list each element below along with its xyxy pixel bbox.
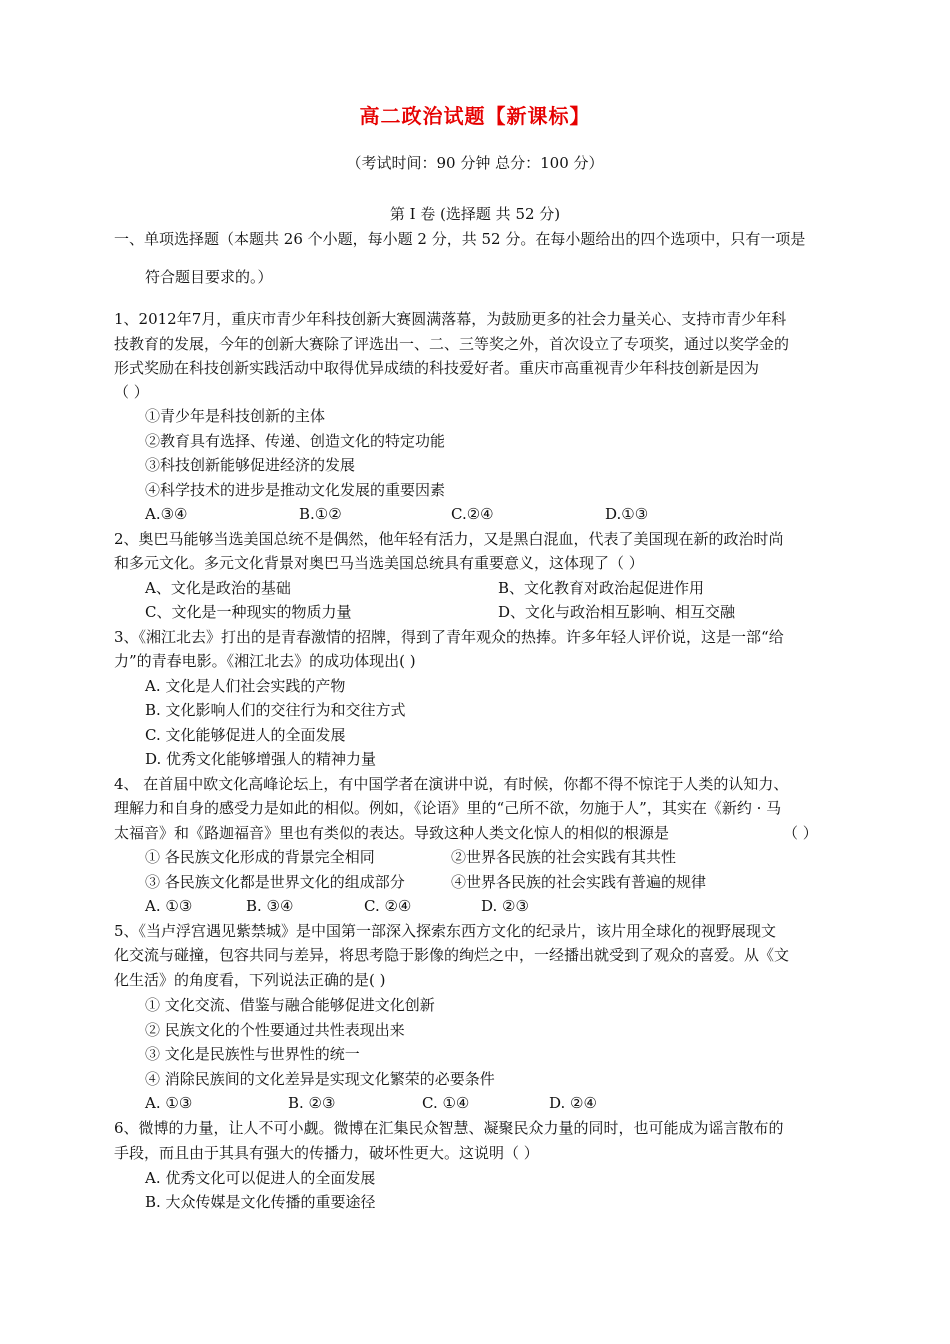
q2-option-c: C、文化是一种现实的物质力量 xyxy=(145,603,352,621)
q2-stem-line: 2、奥巴马能够当选美国总统不是偶然，他年轻有活力，又是黑白混血，代表了美国现在新的政治时尚 xyxy=(114,530,784,548)
q1-option-d: D.①③ xyxy=(605,505,649,523)
q6-option-a: A. 优秀文化可以促进人的全面发展 xyxy=(145,1169,376,1187)
q4-items-row xyxy=(0,847,950,867)
q4-option-c: C. ②④ xyxy=(364,897,412,915)
q2-option-b: B、文化教育对政治起促进作用 xyxy=(498,579,705,597)
q5-item: ② 民族文化的个性要通过共性表现出来 xyxy=(145,1021,405,1039)
q5-item: ③ 文化是民族性与世界性的统一 xyxy=(145,1045,360,1063)
q5-item: ① 文化交流、借鉴与融合能够促进文化创新 xyxy=(145,996,435,1014)
q1-option-c: C.②④ xyxy=(451,505,494,523)
q1-option-a: A.③④ xyxy=(145,505,188,523)
q2-options-row xyxy=(0,578,950,598)
q3-stem-line: 3、《湘江北去》打出的是青春激情的招牌，得到了青年观众的热捧。许多年轻人评价说，这是一部“给 xyxy=(114,628,784,646)
q4-option-b: B. ③④ xyxy=(246,897,294,915)
q3-option-d: D. 优秀文化能够增强人的精神力量 xyxy=(145,750,377,768)
q5-option-b: B. ②③ xyxy=(288,1094,336,1112)
q2-option-d: D、文化与政治相互影响、相互交融 xyxy=(498,603,736,621)
q4-item: ④世界各民族的社会实践有普遍的规律 xyxy=(451,873,707,891)
q1-stem-line: 形式奖励在科技创新实践活动中取得优异成绩的科技爱好者。重庆市高重视青少年科技创新是因为 xyxy=(114,359,760,377)
q5-stem-line: 化生活》的角度看，下列说法正确的是( ) xyxy=(114,971,386,989)
q4-item: ① 各民族文化形成的背景完全相同 xyxy=(145,848,375,866)
q1-answer-paren: （ ） xyxy=(114,383,149,401)
q3-option-c: C. 文化能够促进人的全面发展 xyxy=(145,726,346,744)
q5-option-c: C. ①④ xyxy=(422,1094,470,1112)
q4-item: ③ 各民族文化都是世界文化的组成部分 xyxy=(145,873,405,891)
exam-time-info: （考试时间：90 分钟 总分：100 分） xyxy=(346,154,604,172)
q4-option-d: D. ②③ xyxy=(481,897,529,915)
exam-title: 高二政治试题【新课标】 xyxy=(359,104,591,128)
q1-option-b: B.①② xyxy=(299,505,342,523)
q1-item: ②教育具有选择、传递、创造文化的特定功能 xyxy=(145,432,446,450)
q6-stem-line: 手段，而且由于其具有强大的传播力，破坏性更大。这说明（ ） xyxy=(114,1144,539,1162)
q5-options xyxy=(0,1093,950,1113)
q3-option-b: B. 文化影响人们的交往行为和交往方式 xyxy=(145,701,406,719)
q5-stem-line: 化交流与碰撞，包容共同与差异，将思考隐于影像的绚烂之中，一经播出就受到了观众的喜爱。从《文 xyxy=(114,946,790,964)
q2-stem-line: 和多元文化。多元文化背景对奥巴马当选美国总统具有重要意义，这体现了（ ） xyxy=(114,554,644,572)
q5-option-a: A. ①③ xyxy=(145,1094,193,1112)
q4-item: ②世界各民族的社会实践有其共性 xyxy=(451,848,677,866)
q6-option-b: B. 大众传媒是文化传播的重要途径 xyxy=(145,1193,376,1211)
q4-options xyxy=(0,896,950,916)
q4-stem-line: 太福音》和《路迦福音》里也有类似的表达。导致这种人类文化惊人的相似的根源是 xyxy=(114,824,670,842)
section-instruction-cont: 符合题目要求的。） xyxy=(145,268,273,286)
q5-item: ④ 消除民族间的文化差异是实现文化繁荣的必要条件 xyxy=(145,1070,495,1088)
q1-stem-line: 技教育的发展，今年的创新大赛除了评选出一、二、三等奖之外，首次设立了专项奖，通过以奖学金的 xyxy=(114,335,790,353)
q1-item: ④科学技术的进步是推动文化发展的重要因素 xyxy=(145,481,446,499)
q4-answer-paren: （ ） xyxy=(783,824,818,842)
q5-option-d: D. ②④ xyxy=(549,1094,597,1112)
q3-option-a: A. 文化是人们社会实践的产物 xyxy=(145,677,346,695)
q1-options xyxy=(0,504,950,524)
part-heading: 第 I 卷 (选择题 共 52 分) xyxy=(389,205,561,223)
q4-stem-line: 4、 在首届中欧文化高峰论坛上，有中国学者在演讲中说，有时候，你都不得不惊诧于人类的认知力、 xyxy=(114,775,789,793)
q2-option-a: A、文化是政治的基础 xyxy=(145,579,291,597)
q4-items-row xyxy=(0,872,950,892)
section-instruction: 一、单项选择题（本题共 26 个小题，每小题 2 分，共 52 分。在每小题给出的四个选项中，只有一项是 xyxy=(114,230,806,248)
q1-stem-line: 1、2012年7月，重庆市青少年科技创新大赛圆满落幕，为鼓励更多的社会力量关心、支持市青少年科 xyxy=(114,310,787,328)
q1-item: ①青少年是科技创新的主体 xyxy=(145,407,326,425)
q2-options-row xyxy=(0,602,950,622)
q5-stem-line: 5、《当卢浮宫遇见紫禁城》是中国第一部深入探索东西方文化的纪录片，该片用全球化的视野展现文 xyxy=(114,922,777,940)
q4-option-a: A. ①③ xyxy=(145,897,193,915)
q4-stem-line: 理解力和自身的感受力是如此的相似。例如，《论语》里的“己所不欲，勿施于人”，其实在《新约 · 马 xyxy=(114,799,782,817)
q6-stem-line: 6、微博的力量，让人不可小觑。微博在汇集民众智慧、凝聚民众力量的同时，也可能成为谣言散布的 xyxy=(114,1119,784,1137)
q3-stem-line: 力”的青春电影。《湘江北去》的成功体现出( ) xyxy=(114,652,416,670)
q1-item: ③科技创新能够促进经济的发展 xyxy=(145,456,356,474)
